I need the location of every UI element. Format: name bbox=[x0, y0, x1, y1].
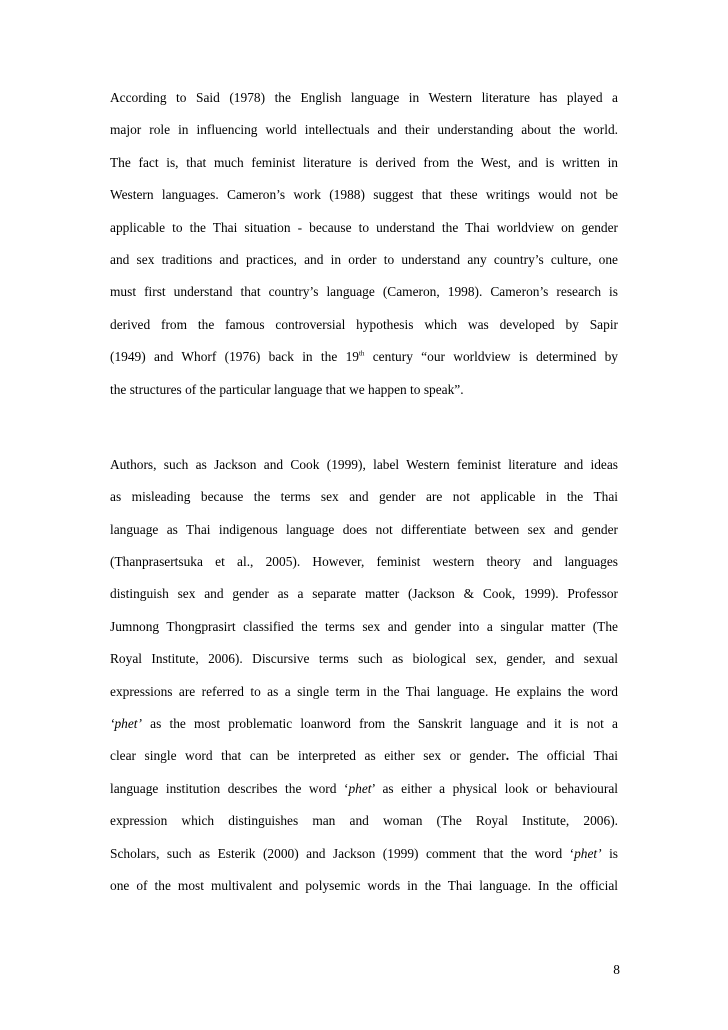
paragraph2-line9-rest: as the most problematic loanword from the Sanskrit language and it is not a bbox=[141, 716, 618, 732]
italic-phet: phet’ bbox=[574, 845, 602, 861]
document-body bbox=[110, 88, 618, 908]
paragraph1-line4: Western languages. Cameron’s work (1988) suggest that these writings would not be bbox=[110, 187, 618, 203]
page-number: 8 bbox=[613, 962, 620, 977]
paragraph1-line3: The fact is, that much feminist literature is derived from the West, and is written in bbox=[110, 154, 618, 170]
paragraph2-line14: one of the most multivalent and polysemic words in the Thai language. In the official bbox=[110, 877, 618, 893]
italic-phet: ‘phet’ bbox=[110, 716, 142, 732]
paragraph2-line11-start: language institution describes the word ‘ bbox=[110, 780, 349, 796]
paragraph2-line1: Authors, such as Jackson and Cook (1999), label Western feminist literature and ideas bbox=[110, 456, 618, 472]
paragraph1-line9-end: century “our worldview is determined by bbox=[364, 349, 618, 365]
paragraph1-line2: major role in influencing world intellectuals and their understanding about the world. bbox=[110, 122, 618, 138]
italic-phet: phet bbox=[348, 780, 372, 796]
paragraph1-line8: derived from the famous controversial hypothesis which was developed by Sapir bbox=[110, 316, 618, 332]
paragraph1-line9-start: (1949) and Whorf (1976) back in the 19 bbox=[110, 349, 359, 365]
paragraph1-line1: According to Said (1978) the English language in Western literature has played a bbox=[110, 90, 618, 105]
paragraph2-line11-end: ’ as either a physical look or behavioural bbox=[371, 780, 619, 796]
paragraph1-line6: and sex traditions and practices, and in order to understand any country’s culture, one bbox=[110, 251, 618, 267]
paragraph2-line5: distinguish sex and gender as a separate matter (Jackson & Cook, 1999). Professor bbox=[110, 586, 618, 602]
paragraph2-line8: expressions are referred to as a single term in the Thai language. He explains the word bbox=[110, 683, 618, 699]
paragraph1-line7: must first understand that country’s language (Cameron, 1998). Cameron’s research is bbox=[110, 284, 618, 300]
paragraph1-line9 bbox=[110, 347, 618, 379]
paragraph2-line13-end: is bbox=[601, 845, 619, 861]
paragraph2-line11 bbox=[110, 779, 618, 811]
paragraph2-line3: language as Thai indigenous language does not differentiate between sex and gender bbox=[110, 521, 618, 537]
paragraph2-line6: Jumnong Thongprasirt classified the terms sex and gender into a singular matter (The bbox=[110, 618, 618, 634]
paragraph2-line10-end: The official Thai bbox=[509, 748, 618, 764]
paragraph2-line4: (Thanprasertsuka et al., 2005). However, feminist western theory and languages bbox=[110, 554, 618, 570]
paragraph2-line10-start: clear single word that can be interpreted as either sex or gender bbox=[110, 748, 506, 764]
paragraph2-line7: Royal Institute, 2006). Discursive terms such as biological sex, gender, and sexual bbox=[110, 651, 618, 667]
paragraph1-line10: the structures of the particular language that we happen to speak”. bbox=[110, 381, 464, 397]
paragraph1-line5: applicable to the Thai situation - because to understand the Thai worldview on gender bbox=[110, 219, 618, 235]
paragraph2-line13 bbox=[110, 844, 618, 876]
paragraph2-line10 bbox=[110, 746, 618, 778]
paragraph-gap bbox=[110, 412, 618, 455]
paragraph2-line9 bbox=[110, 714, 618, 746]
paragraph2-line13-start: Scholars, such as Esterik (2000) and Jackson (1999) comment that the word ‘ bbox=[110, 845, 575, 861]
paragraph2-line12: expression which distinguishes man and woman (The Royal Institute, 2006). bbox=[110, 813, 618, 829]
bold-period: . bbox=[505, 748, 510, 764]
superscript-th: th bbox=[358, 349, 365, 358]
paragraph2-line2: as misleading because the terms sex and gender are not applicable in the Thai bbox=[110, 489, 618, 505]
